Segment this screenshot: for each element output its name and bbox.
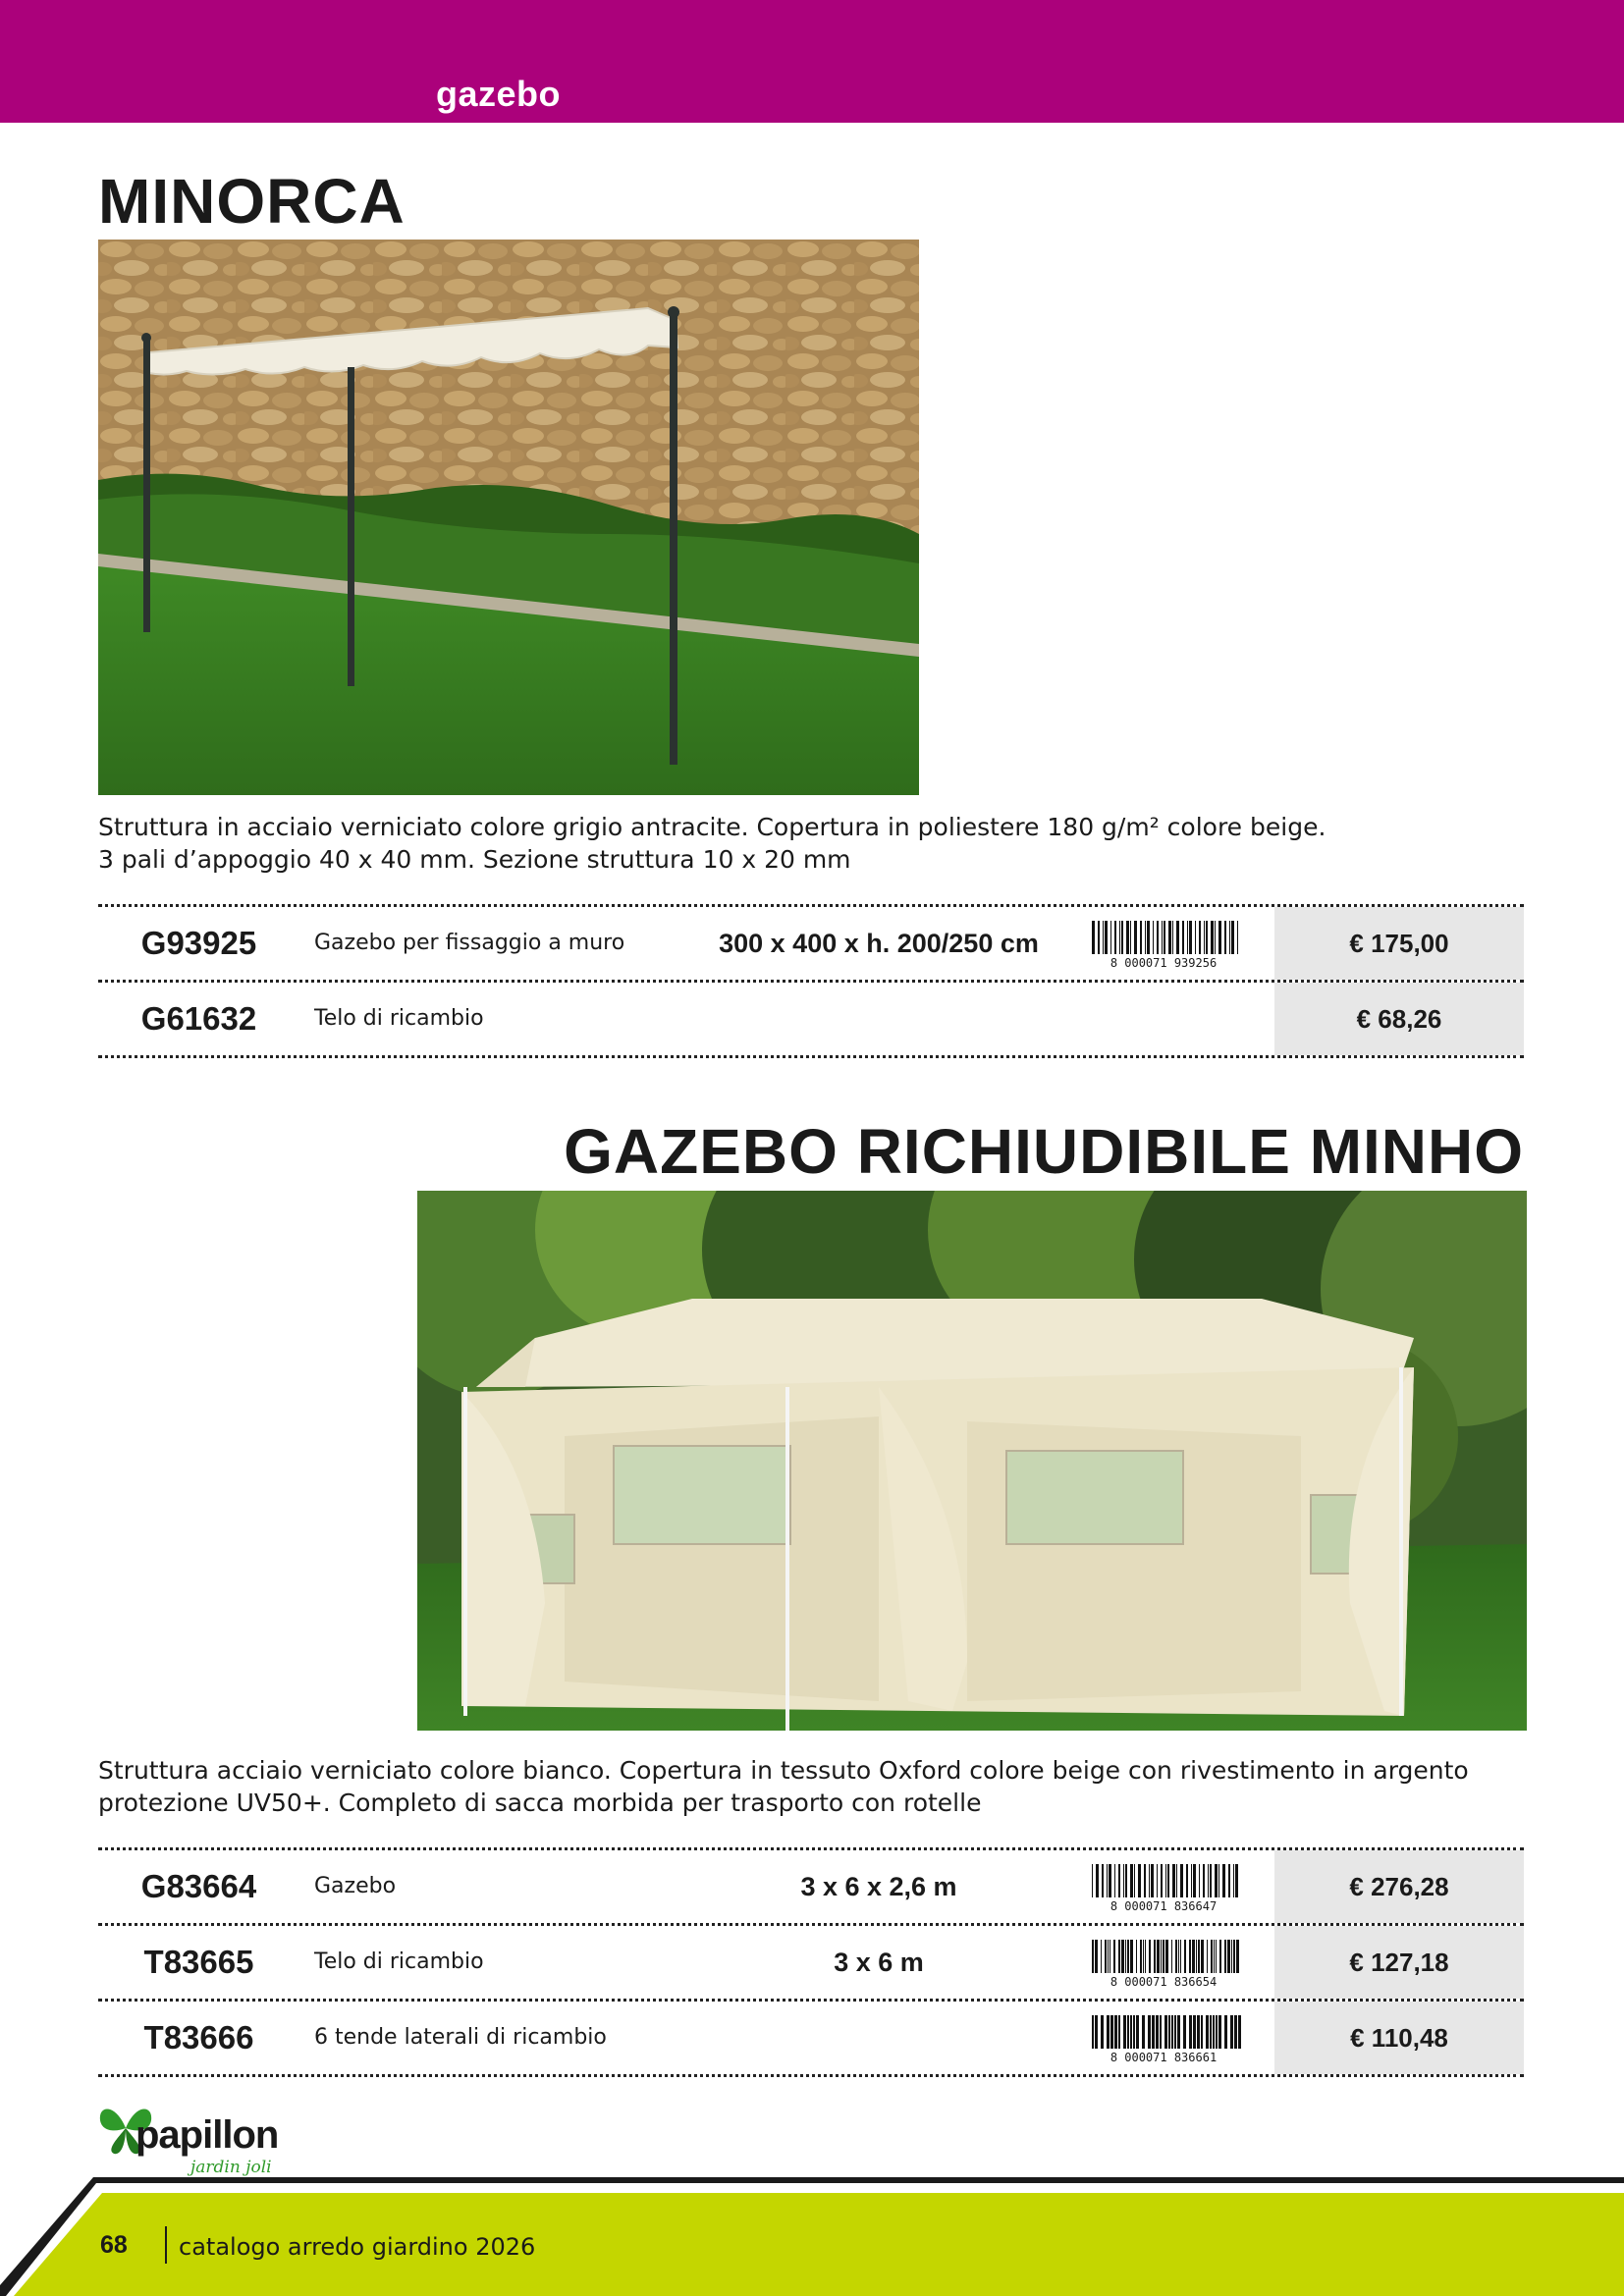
barcode-bar [1165, 1940, 1168, 1973]
product-code: G93925 [140, 925, 257, 961]
barcode-bar [1136, 1940, 1137, 1973]
product-description: Telo di ricambio [314, 1006, 484, 1031]
barcode-bar [1107, 1864, 1108, 1897]
product-price: € 68,26 [1274, 983, 1524, 1055]
barcode-bar [1199, 1864, 1200, 1897]
barcode-bar [1123, 2015, 1126, 2049]
barcode-bar [1161, 1864, 1163, 1897]
barcode-bar [1121, 921, 1123, 954]
barcode-bar [1218, 2015, 1221, 2049]
product-dimensions: 300 x 400 x h. 200/250 cm [719, 929, 1039, 958]
barcode-bar [1224, 921, 1226, 954]
barcode-bar [1114, 1864, 1115, 1897]
barcode-bar [1110, 921, 1111, 954]
barcode-bar [1105, 921, 1108, 954]
table-row [98, 983, 1524, 1058]
logo-tagline: jardin joli [190, 2158, 272, 2177]
barcode-bar [1101, 1940, 1102, 1973]
barcode-bar [1157, 1940, 1160, 1973]
barcode-bar [1102, 1864, 1104, 1897]
barcode-bar [1177, 2015, 1180, 2049]
product-code: G61632 [140, 1000, 257, 1037]
barcode-bar [1206, 921, 1208, 954]
barcode-bar [1210, 1864, 1212, 1897]
description-line: protezione UV50+. Completo di sacca morbida per trasporto con rotelle [98, 1789, 982, 1817]
barcode-bar [1233, 1940, 1235, 1973]
barcode-bar [1171, 1940, 1172, 1973]
barcode-bar [1130, 1940, 1133, 1973]
barcode-bar [1134, 921, 1137, 954]
barcode-bar [1218, 921, 1221, 954]
product-description-minho [98, 1754, 1522, 1819]
barcode-bar [1213, 2015, 1215, 2049]
barcode-bar [1236, 1940, 1239, 1973]
barcode-bar [1184, 1940, 1186, 1973]
barcode-bar [1211, 1940, 1213, 1973]
barcode-bar [1095, 2015, 1098, 2049]
table-row [98, 1850, 1524, 1926]
barcode-bar [1105, 1940, 1107, 1973]
barcode-bars [1080, 2015, 1247, 2051]
barcode-bar [1130, 1864, 1133, 1897]
barcode-bars [1080, 1864, 1247, 1899]
barcode-bar [1121, 1940, 1124, 1973]
product-description: Gazebo [314, 1874, 397, 1898]
barcode-bar [1164, 2015, 1167, 2049]
barcode-bar [1164, 921, 1165, 954]
barcode-bar [1130, 921, 1131, 954]
barcode-bar [1208, 1864, 1209, 1897]
barcode-bar [1092, 921, 1095, 954]
barcode-bar [1118, 1864, 1120, 1897]
barcode-bar [1214, 1940, 1215, 1973]
papillon-logo [96, 2089, 302, 2177]
barcode-bar [1189, 1940, 1191, 1973]
barcode-bar [1189, 921, 1192, 954]
barcode-bar [1149, 1864, 1150, 1897]
barcode-bar [1234, 2015, 1237, 2049]
barcode-bar [1142, 2015, 1145, 2049]
barcode-bar [1098, 921, 1100, 954]
barcode-bar [1215, 1864, 1218, 1897]
barcode-bar [1196, 1940, 1197, 1973]
barcode-bar [1110, 2015, 1113, 2049]
barcode [1080, 2015, 1247, 2064]
barcode-bar [1148, 2015, 1151, 2049]
barcode-bar [1201, 1940, 1204, 1973]
barcode-bar [1151, 1864, 1154, 1897]
product-code: T83665 [143, 1944, 254, 1980]
barcode-bar [1176, 1864, 1177, 1897]
barcode-bar [1114, 921, 1116, 954]
barcode-bar [1149, 1940, 1151, 1973]
barcode-bar [1133, 2015, 1135, 2049]
barcode-number: 8 000071 836647 [1110, 1899, 1218, 1913]
page-number: 68 [100, 2231, 128, 2259]
barcode-bar [1230, 2015, 1233, 2049]
barcode-bar [1203, 1864, 1205, 1897]
barcode-bar [1186, 1864, 1188, 1897]
barcode-bar [1168, 2015, 1170, 2049]
barcode-bar [1109, 1864, 1111, 1897]
barcode-bar [1165, 1864, 1166, 1897]
barcode-bar [1130, 2015, 1132, 2049]
product-description-minorca [98, 811, 1522, 876]
barcode-bar [1092, 1940, 1094, 1973]
barcode-bar [1118, 1940, 1120, 1973]
barcode-bar [1172, 921, 1173, 954]
barcode-bar [1145, 921, 1146, 954]
product-dimensions: 3 x 6 m [834, 1948, 924, 1977]
barcode-bar [1171, 2015, 1173, 2049]
barcode-bar [1216, 2015, 1218, 2049]
barcode-bar [1187, 921, 1188, 954]
barcode-bar [1168, 921, 1171, 954]
barcode-bar [1092, 1864, 1093, 1897]
barcode-bars [1080, 921, 1247, 956]
barcode-bar [1125, 1864, 1127, 1897]
barcode-bar [1180, 1864, 1183, 1897]
barcode-bar [1189, 2015, 1192, 2049]
barcode-bar [1238, 2015, 1241, 2049]
barcode-bar [1113, 1940, 1115, 1973]
product-title-minorca: MINORCA [98, 166, 406, 237]
barcode-bar [1156, 2015, 1159, 2049]
barcode-bar [1210, 2015, 1212, 2049]
barcode [1080, 921, 1247, 970]
section-label: gazebo [436, 74, 562, 114]
barcode-bar [1224, 2015, 1227, 2049]
barcode-number: 8 000071 836661 [1110, 2051, 1218, 2064]
barcode-bar [1211, 921, 1214, 954]
barcode-bar [1118, 2015, 1120, 2049]
barcode-bar [1206, 2015, 1209, 2049]
header-bar [0, 0, 1624, 123]
barcode [1080, 1940, 1247, 1989]
product-description: 6 tende laterali di ricambio [314, 2025, 607, 2050]
product-price: € 127,18 [1274, 1926, 1524, 1999]
barcode-bar [1198, 1940, 1200, 1973]
barcode-bar [1152, 2015, 1155, 2049]
barcode-bar [1176, 921, 1179, 954]
barcode-bar [1219, 1940, 1221, 1973]
barcode-bar [1119, 921, 1120, 954]
footer-divider [165, 2226, 167, 2264]
product-dimensions: 3 x 6 x 2,6 m [800, 1872, 957, 1901]
product-code: T83666 [143, 2019, 254, 2056]
description-line: 3 pali d’appoggio 40 x 40 mm. Sezione struttura 10 x 20 mm [98, 845, 851, 874]
product-photo-minho [417, 1191, 1527, 1731]
table-row [98, 907, 1524, 983]
barcode-bar [1157, 921, 1159, 954]
product-table-minho [98, 1847, 1524, 2077]
barcode-bar [1108, 1940, 1109, 1973]
barcode-bar [1228, 1864, 1230, 1897]
barcode-bar [1231, 1940, 1232, 1973]
barcode [1080, 1864, 1247, 1913]
description-line: Struttura in acciaio verniciato colore grigio antracite. Copertura in poliestere 180 g/m² colore beige. [98, 813, 1326, 841]
barcode-bar [1095, 1940, 1098, 1973]
product-price: € 276,28 [1274, 1850, 1524, 1923]
barcode-bar [1138, 1864, 1141, 1897]
product-title-minho: GAZEBO RICHIUDIBILE MINHO [564, 1116, 1524, 1187]
table-row [98, 1926, 1524, 2002]
barcode-bar [1092, 2015, 1094, 2049]
barcode-bar [1193, 1864, 1196, 1897]
barcode-bar [1178, 1940, 1179, 1973]
barcode-bar [1218, 1864, 1219, 1897]
barcode-bar [1183, 2015, 1186, 2049]
product-photo-minorca [98, 240, 919, 795]
barcode-bar [1114, 2015, 1117, 2049]
barcode-bar [1134, 1864, 1135, 1897]
barcode-bar [1140, 1940, 1142, 1973]
barcode-bar [1207, 1940, 1208, 1973]
barcode-bar [1195, 921, 1196, 954]
barcode-bar [1162, 921, 1163, 954]
barcode-bar [1125, 1940, 1126, 1973]
barcode-bars [1080, 1940, 1247, 1975]
barcode-bar [1201, 2015, 1203, 2049]
barcode-bar [1157, 1864, 1158, 1897]
barcode-bar [1126, 921, 1129, 954]
product-price: € 175,00 [1274, 907, 1524, 980]
description-line: Struttura acciaio verniciato colore bianco. Copertura in tessuto Oxford colore beige con rivestimento in argento [98, 1756, 1469, 1785]
barcode-bar [1215, 921, 1216, 954]
barcode-bar [1182, 921, 1184, 954]
barcode-bar [1237, 921, 1238, 954]
barcode-bar [1154, 1940, 1156, 1973]
barcode-number: 8 000071 939256 [1110, 956, 1218, 970]
barcode-bar [1180, 1940, 1181, 1973]
barcode-bar [1144, 1864, 1146, 1897]
barcode-bar [1192, 1940, 1195, 1973]
barcode-bar [1107, 2015, 1110, 2049]
barcode-bar [1172, 1864, 1175, 1897]
barcode-bar [1096, 1864, 1099, 1897]
barcode-bar [1160, 2015, 1162, 2049]
barcode-bar [1153, 921, 1154, 954]
barcode-bar [1175, 1940, 1177, 1973]
barcode-bar [1193, 2015, 1196, 2049]
barcode-number: 8 000071 836654 [1110, 1975, 1218, 1989]
barcode-bar [1231, 921, 1234, 954]
footer-catalog-title: catalogo arredo giardino 2026 [179, 2233, 536, 2261]
barcode-bar [1163, 1940, 1164, 1973]
logo-brand: papillon [135, 2113, 279, 2157]
barcode-bar [1127, 1940, 1129, 1973]
barcode-bar [1191, 1864, 1192, 1897]
barcode-bar [1229, 921, 1230, 954]
barcode-bar [1199, 921, 1201, 954]
barcode-bar [1167, 1864, 1169, 1897]
barcode-bar [1140, 921, 1142, 954]
wall-mounted-gazebo-photo [98, 240, 919, 795]
barcode-bar [1222, 1864, 1225, 1897]
barcode-bar [1127, 2015, 1129, 2049]
product-description: Telo di ricambio [314, 1949, 484, 1974]
barcode-bar [1224, 1940, 1226, 1973]
barcode-bar [1227, 1940, 1230, 1973]
barcode-bar [1216, 1940, 1217, 1973]
table-row [98, 2002, 1524, 2077]
product-code: G83664 [140, 1868, 257, 1904]
barcode-bar [1197, 2015, 1200, 2049]
barcode-bar [1103, 921, 1104, 954]
product-description: Gazebo per fissaggio a muro [314, 931, 625, 955]
barcode-bar [1147, 921, 1150, 954]
barcode-bar [1123, 1864, 1124, 1897]
barcode-bar [1233, 1864, 1234, 1897]
product-table-minorca [98, 904, 1524, 1058]
barcode-bar [1145, 1940, 1146, 1973]
barcode-bar [1101, 2015, 1104, 2049]
barcode-bar [1235, 1864, 1238, 1897]
barcode-bar [1204, 921, 1205, 954]
product-price: € 110,48 [1274, 2002, 1524, 2074]
barcode-bar [1136, 2015, 1139, 2049]
barcode-bar [1161, 1940, 1162, 1973]
folding-gazebo-photo [417, 1191, 1527, 1731]
barcode-bar [1174, 2015, 1176, 2049]
barcode-bar [1143, 1940, 1144, 1973]
